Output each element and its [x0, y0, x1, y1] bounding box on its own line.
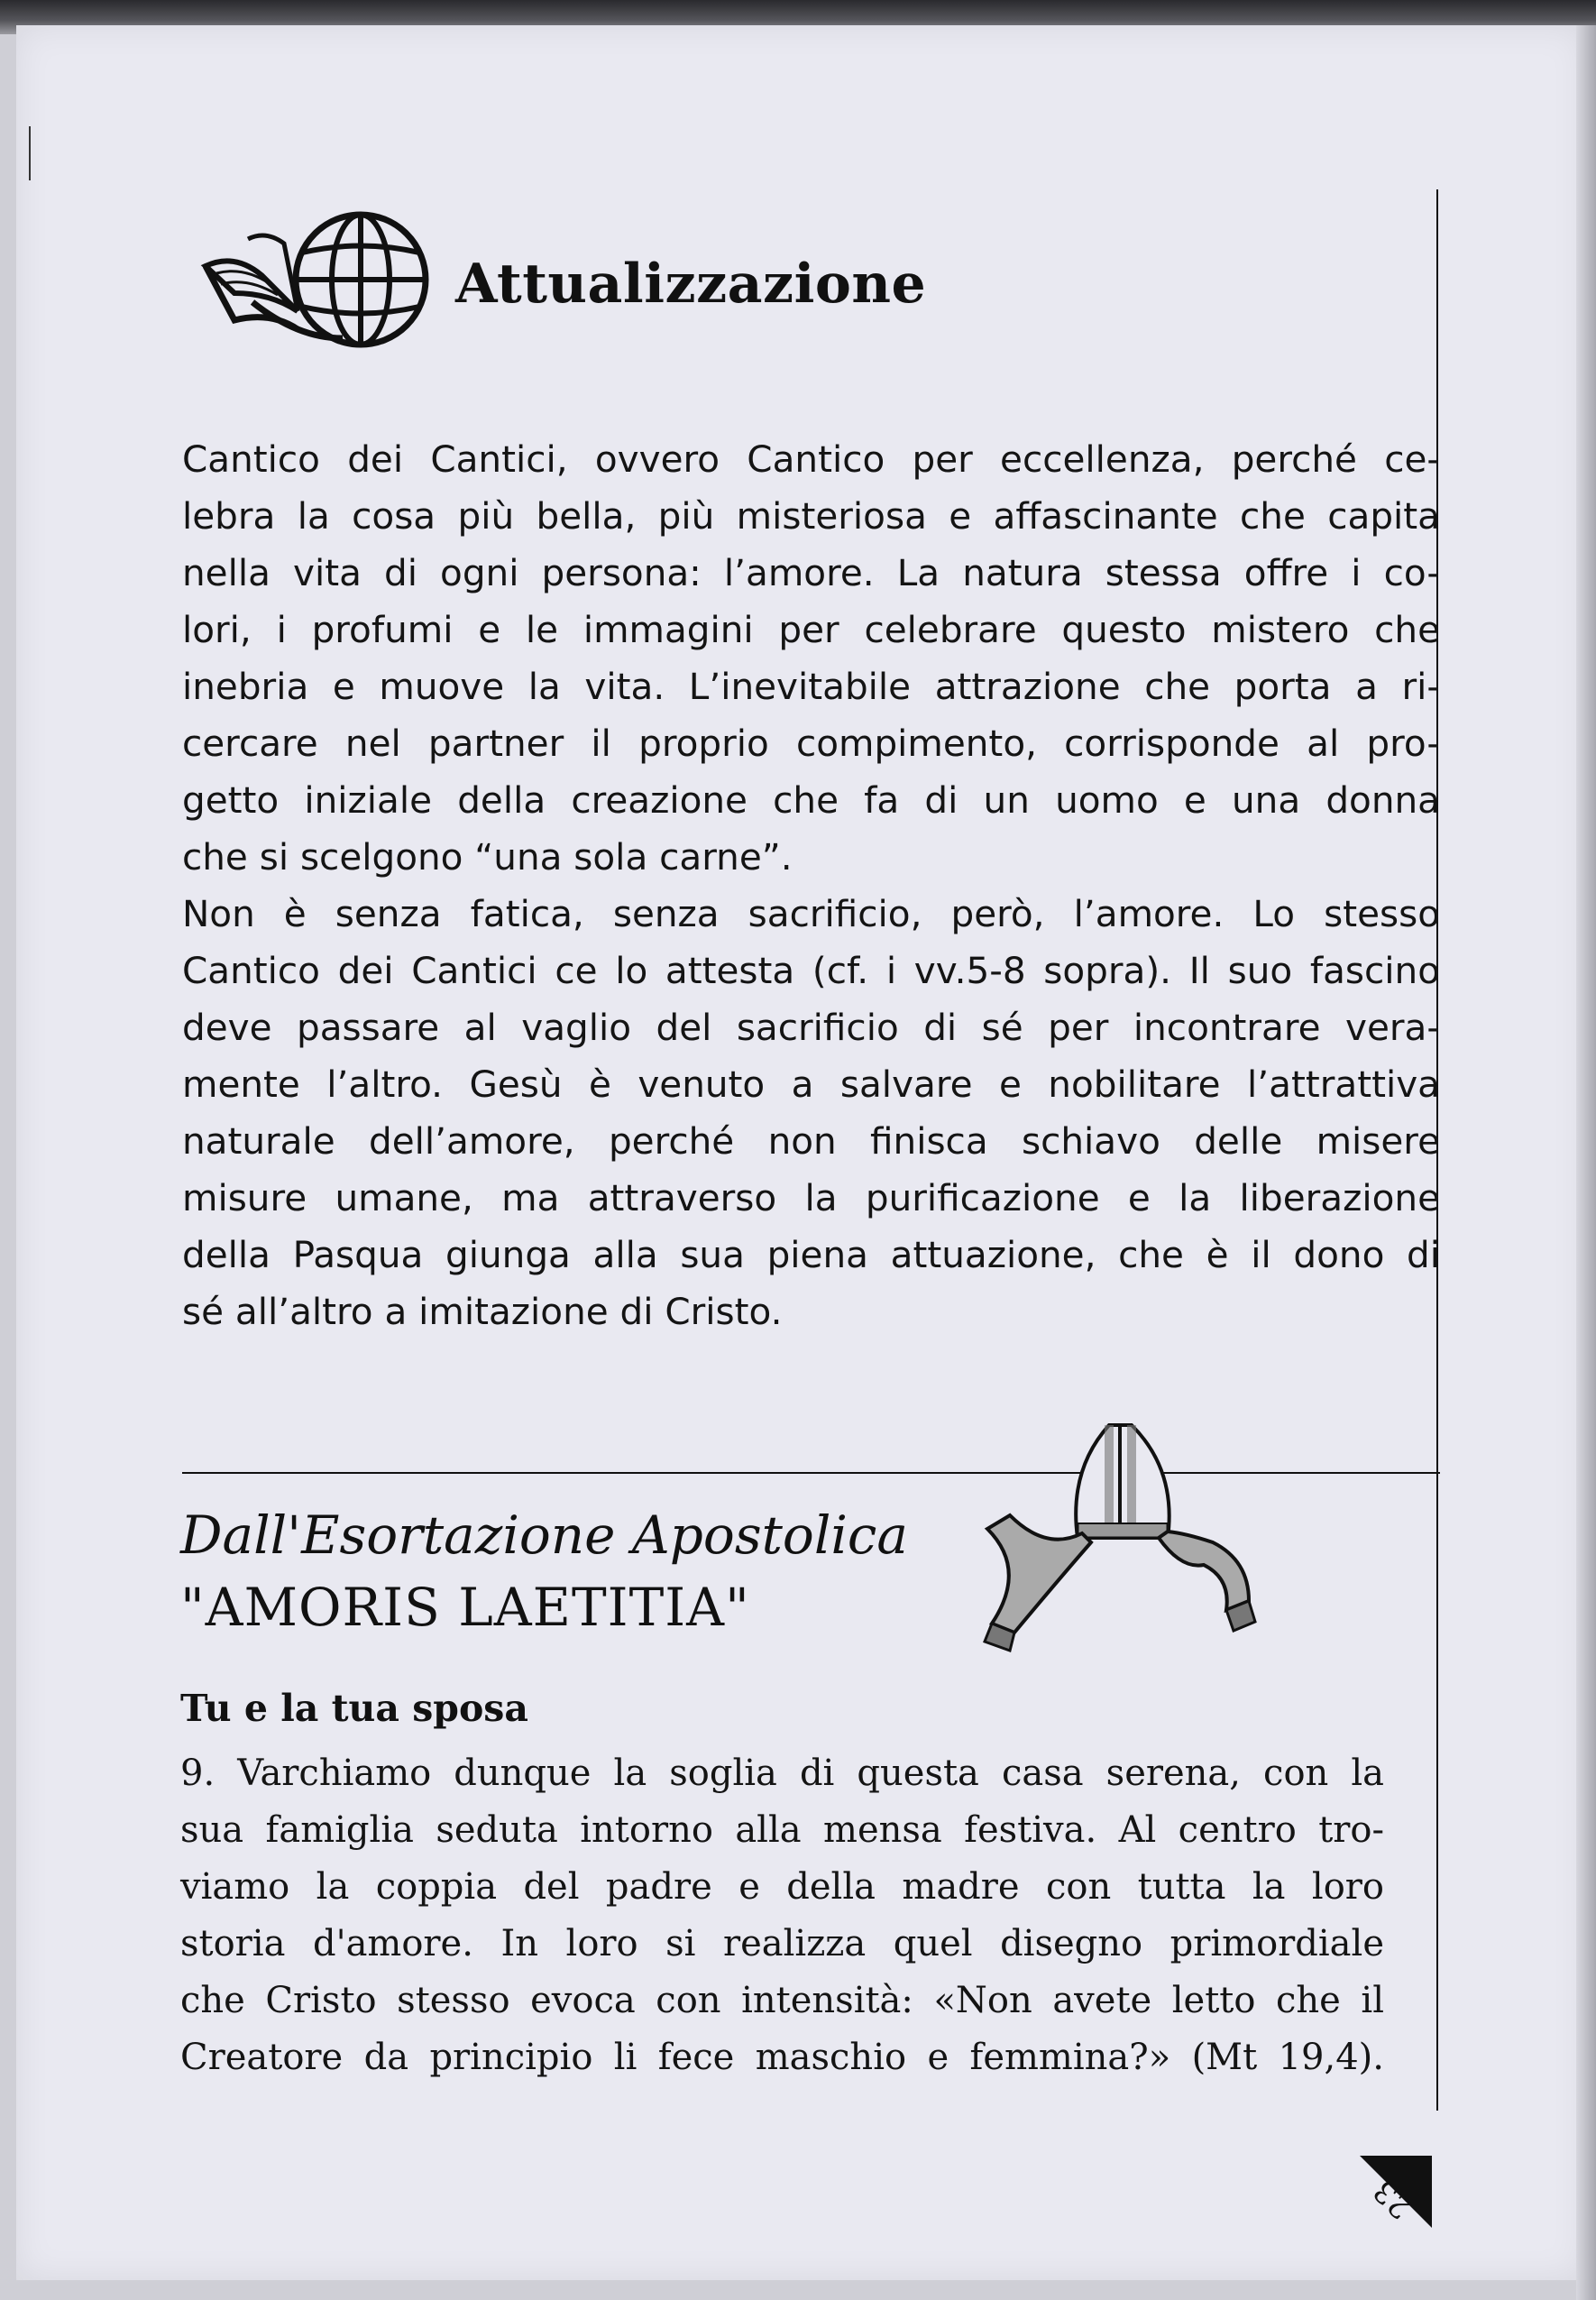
attualizzazione-body	[182, 431, 1440, 1340]
margin-mark	[29, 126, 31, 180]
text-line: viamo la coppia del padre e della madre con tutta la loro	[180, 1866, 1384, 1908]
text-line: che si scelgono “una sola carne”.	[182, 835, 793, 879]
text-line: naturale dell’amore, perché non finisca schiavo delle misere	[182, 1119, 1440, 1163]
text-line: che Cristo stesso evoca con intensità: «Non avete letto che il	[180, 1980, 1384, 2021]
subsection-title: Tu e la tua sposa	[180, 1687, 528, 1730]
text-line: deve passare al vaglio del sacrificio di sé per incontrare vera-	[182, 1006, 1440, 1049]
text-line: lebra la cosa più bella, più misteriosa e affascinante che capita	[182, 494, 1440, 538]
page-number: 23	[1366, 2172, 1420, 2226]
text-line: 9. Varchiamo dunque la soglia di questa casa serena, con la	[180, 1753, 1384, 1794]
text-line: misure umane, ma attraverso la purificazione e la liberazione	[182, 1176, 1440, 1219]
book-globe-icon	[198, 203, 442, 356]
text-line: mente l’altro. Gesù è venuto a salvare e nobilitare l’attrattiva	[182, 1063, 1440, 1106]
text-line: storia d'amore. In loro si realizza quel disegno primordiale	[180, 1923, 1384, 1964]
exhortation-heading: Dall'Esortazione Apostolica	[180, 1504, 908, 1566]
text-line: Creatore da principio li fece maschio e femmina?» (Mt 19,4).	[180, 2037, 1384, 2078]
text-line: inebria e muove la vita. L’inevitabile attrazione che porta a ri-	[182, 665, 1440, 708]
text-line: sua famiglia seduta intorno alla mensa festiva. Al centro tro-	[180, 1809, 1384, 1851]
text-line: della Pasqua giunga alla sua piena attuazione, che è il dono di	[182, 1233, 1440, 1276]
section-title-attualizzazione: Attualizzazione	[455, 253, 927, 316]
text-line: getto iniziale della creazione che fa di un uomo e una donna	[182, 778, 1440, 822]
exhortation-body	[180, 1745, 1384, 2086]
text-line: Cantico dei Cantici, ovvero Cantico per eccellenza, perché ce-	[182, 437, 1440, 481]
text-line: cercare nel partner il proprio compimento, corrisponde al pro-	[182, 722, 1440, 765]
exhortation-title: "AMORIS LAETITIA"	[180, 1577, 750, 1638]
text-line: Cantico dei Cantici ce lo attesta (cf. i vv.5-8 sopra). Il suo fascino	[182, 949, 1440, 992]
text-line: sé all’altro a imitazione di Cristo.	[182, 1290, 783, 1333]
text-line: lori, i profumi e le immagini per celebrare questo mistero che	[182, 608, 1440, 651]
text-line: nella vita di ogni persona: l’amore. La natura stessa offre i co-	[182, 551, 1440, 594]
mitre-icon	[974, 1416, 1262, 1660]
text-line: Non è senza fatica, senza sacrificio, però, l’amore. Lo stesso	[182, 892, 1440, 935]
scan-right-edge	[1576, 25, 1596, 2300]
